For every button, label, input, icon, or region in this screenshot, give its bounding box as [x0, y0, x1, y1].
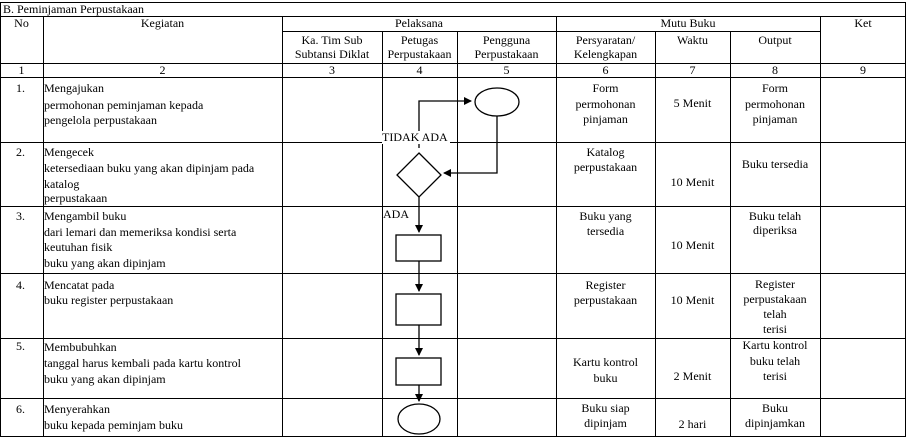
decision-diamond: [397, 153, 441, 197]
row2-output-line1: Buku tersedia: [741, 157, 809, 171]
row3-kegiatan-line4: buku yang akan dipinjam: [44, 256, 166, 270]
section-title: B. Peminjaman Perpustakaan: [3, 2, 144, 16]
row6-persyaratan-line1: Buku siap: [581, 401, 630, 415]
row6-output-line1: Buku: [761, 401, 788, 415]
row6-output-line2: dipinjamkan: [745, 416, 805, 430]
start-terminator: [475, 88, 519, 116]
row1-output-line3: pinjaman: [752, 112, 798, 126]
row4-no: 4.: [16, 278, 25, 292]
flow-label-tidak-ada: TIDAK ADA: [382, 130, 448, 144]
row2-kegiatan-line3: katalog: [44, 177, 80, 191]
row3-no: 3.: [16, 209, 25, 223]
process-box-row3: [396, 235, 441, 261]
colnum-5: 5: [503, 63, 510, 77]
row1-persyaratan-line1: Form: [592, 81, 619, 95]
row1-persyaratan-line2: permohonan: [575, 97, 636, 111]
header-pengguna-line2: Perpustakaan: [474, 47, 539, 61]
row1-output-line1: Form: [761, 81, 788, 95]
header-pengguna-line1: Pengguna: [482, 33, 531, 47]
row1-waktu: 5 Menit: [673, 96, 712, 110]
row4-persyaratan-line2: perpustakaan: [573, 293, 638, 307]
row5-kegiatan-line1: Membubuhkan: [44, 340, 117, 354]
row2-kegiatan-line4: perpustakaan: [44, 191, 108, 205]
row2-kegiatan-line1: Mengecek: [44, 145, 94, 159]
row6-waktu: 2 hari: [678, 417, 707, 431]
row3-kegiatan-line2: dari lemari dan memeriksa kondisi serta: [44, 225, 237, 239]
header-no: No: [14, 16, 29, 30]
header-kegiatan: Kegiatan: [140, 16, 185, 30]
row5-kegiatan-line2: tanggal harus kembali pada kartu kontrol: [44, 356, 241, 370]
row3-kegiatan-line1: Mengambil buku: [44, 209, 127, 223]
row4-kegiatan-line1: Mencatat pada: [44, 278, 115, 292]
colnum-3: 3: [329, 63, 335, 77]
header-ket: Ket: [854, 16, 872, 30]
row4-kegiatan-line2: buku register perpustakaan: [44, 293, 174, 307]
colnum-9: 9: [860, 63, 866, 77]
flow-label-ada: ADA: [383, 207, 409, 221]
row5-output-line3: terisi: [763, 369, 787, 383]
row1-kegiatan-line2: permohonan peminjaman kepada: [44, 98, 204, 112]
header-ka-tim-line1: Ka. Tim Sub: [301, 33, 363, 47]
process-box-row5: [396, 358, 441, 385]
row3-persyaratan-line1: Buku yang: [579, 209, 632, 223]
row5-persyaratan-line2: buku: [593, 371, 618, 385]
header-persyaratan-line2: Kelengkapan: [573, 47, 638, 61]
row1-kegiatan-line3: pengelola perpustakaan: [44, 113, 157, 127]
row1-no: 1.: [16, 81, 25, 95]
row2-persyaratan-line1: Katalog: [586, 145, 625, 159]
row4-persyaratan-line1: Register: [585, 278, 626, 292]
connector-start-to-decision: [444, 116, 497, 173]
colnum-1: 1: [18, 63, 25, 77]
colnum-8: 8: [772, 63, 778, 77]
row2-waktu: 10 Menit: [670, 175, 715, 189]
header-ka-tim-line2: Subtansi Diklat: [294, 47, 370, 61]
row3-output-line1: Buku telah: [748, 209, 802, 223]
row1-kegiatan-line1: Mengajukan: [44, 81, 104, 95]
header-waktu: Waktu: [676, 33, 709, 47]
row6-kegiatan-line1: Menyerahkan: [44, 402, 110, 416]
row4-output-line3: telah: [763, 307, 787, 321]
row5-output-line1: Kartu kontrol: [742, 338, 808, 352]
row6-no: 6.: [16, 402, 25, 416]
row3-kegiatan-line3: keutuhan fisik: [44, 240, 113, 254]
row5-kegiatan-line3: buku yang akan dipinjam: [44, 372, 166, 386]
row5-waktu: 2 Menit: [673, 369, 712, 383]
row2-kegiatan-line2: ketersediaan buku yang akan dipinjam pada: [44, 161, 255, 175]
row4-output-line4: terisi: [763, 322, 787, 336]
colnum-6: 6: [602, 63, 609, 77]
colnum-4: 4: [416, 63, 423, 77]
row2-persyaratan-line2: perpustakaan: [573, 160, 638, 174]
row3-output-line2: diperiksa: [753, 223, 797, 237]
end-terminator: [398, 404, 440, 434]
header-output: Output: [758, 33, 792, 47]
header-mutu-buku: Mutu Buku: [660, 16, 716, 30]
row5-persyaratan-line1: Kartu kontrol: [573, 355, 638, 369]
process-box-row4: [396, 294, 441, 325]
row5-no: 5.: [16, 339, 25, 353]
row6-kegiatan-line2: buku kepada peminjam buku: [44, 418, 183, 432]
row6-persyaratan-line2: dipinjam: [584, 416, 627, 430]
row4-waktu: 10 Menit: [670, 293, 715, 307]
row2-no: 2.: [16, 145, 25, 159]
row1-output-line2: permohonan: [745, 97, 805, 111]
row4-output-line2: perpustakaan: [743, 292, 807, 306]
colnum-2: 2: [159, 63, 166, 77]
header-petugas-line2: Perpustakaan: [387, 47, 452, 61]
row1-persyaratan-line3: pinjaman: [583, 112, 628, 126]
header-petugas-line1: Petugas: [400, 33, 439, 47]
row3-waktu: 10 Menit: [670, 238, 715, 252]
colnum-7: 7: [689, 63, 696, 77]
row5-output-line2: buku telah: [749, 354, 801, 368]
header-pelaksana: Pelaksana: [395, 16, 443, 30]
row3-persyaratan-line2: tersedia: [586, 224, 625, 238]
row4-output-line1: Register: [755, 277, 795, 291]
header-persyaratan-line1: Persyaratan/: [575, 33, 636, 47]
